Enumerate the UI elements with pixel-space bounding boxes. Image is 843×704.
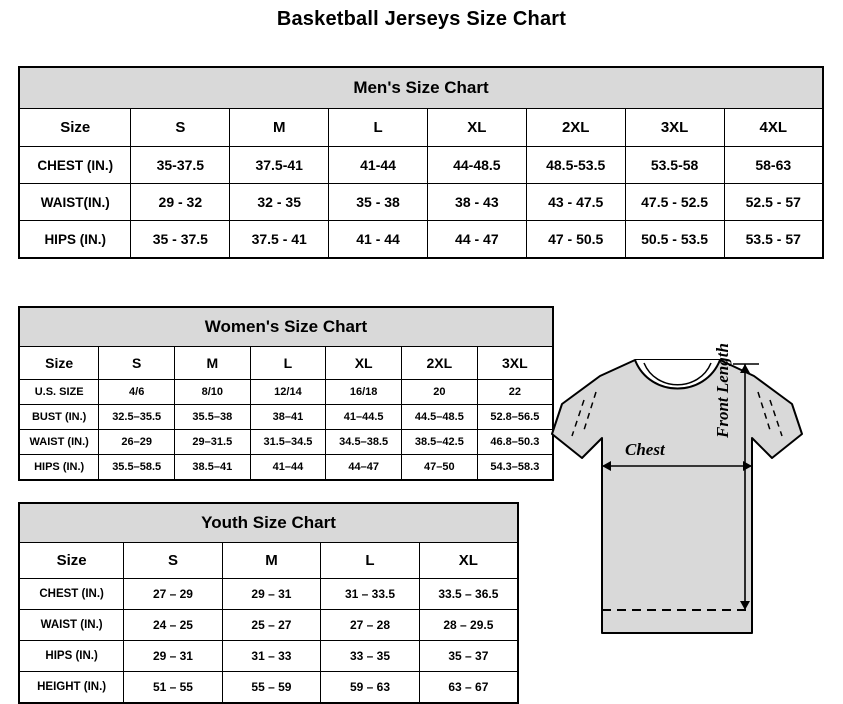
cell-hips-m: 37.5 - 41 bbox=[230, 221, 329, 259]
cell-us-size-3xl: 22 bbox=[477, 380, 553, 405]
cell-us-size-m: 8/10 bbox=[175, 380, 251, 405]
cell-hips-xl: 35 – 37 bbox=[419, 641, 518, 672]
cell-waist-s: 26–29 bbox=[99, 430, 175, 455]
column-header-m: M bbox=[222, 543, 320, 579]
cell-waist-2xl: 43 - 47.5 bbox=[526, 184, 625, 221]
table-row bbox=[19, 184, 823, 221]
cell-chest-m: 29 – 31 bbox=[222, 579, 320, 610]
cell-hips-4xl: 53.5 - 57 bbox=[724, 221, 823, 259]
cell-chest-l: 41-44 bbox=[329, 147, 428, 184]
table-row bbox=[19, 672, 518, 704]
cell-chest-s: 27 – 29 bbox=[124, 579, 222, 610]
womens-chart-caption: Women's Size Chart bbox=[19, 307, 553, 347]
cell-height-xl: 63 – 67 bbox=[419, 672, 518, 704]
table-caption-row bbox=[19, 67, 823, 109]
column-header-s: S bbox=[99, 347, 175, 380]
column-header-size: Size bbox=[19, 109, 131, 147]
table-row bbox=[19, 147, 823, 184]
cell-bust-s: 32.5–35.5 bbox=[99, 405, 175, 430]
cell-chest-3xl: 53.5-58 bbox=[625, 147, 724, 184]
page-title: Basketball Jerseys Size Chart bbox=[276, 8, 567, 30]
column-header-2xl: 2XL bbox=[402, 347, 478, 380]
mens-size-chart-table bbox=[18, 66, 824, 259]
cell-chest-s: 35-37.5 bbox=[131, 147, 230, 184]
table-row bbox=[19, 610, 518, 641]
jersey-diagram bbox=[540, 338, 840, 683]
cell-hips-2xl: 47 - 50.5 bbox=[526, 221, 625, 259]
column-header-size: Size bbox=[19, 347, 99, 380]
row-label-hips: HIPS (IN.) bbox=[19, 221, 131, 259]
column-header-s: S bbox=[124, 543, 222, 579]
front-length-measurement-label: Front Length bbox=[713, 343, 732, 438]
table-row bbox=[19, 455, 553, 481]
column-header-3xl: 3XL bbox=[477, 347, 553, 380]
cell-waist-l: 35 - 38 bbox=[329, 184, 428, 221]
column-header-l: L bbox=[329, 109, 428, 147]
cell-hips-s: 35.5–58.5 bbox=[99, 455, 175, 481]
cell-waist-xl: 28 – 29.5 bbox=[419, 610, 518, 641]
table-caption-row bbox=[19, 307, 553, 347]
cell-bust-3xl: 52.8–56.5 bbox=[477, 405, 553, 430]
cell-hips-m: 38.5–41 bbox=[175, 455, 251, 481]
cell-waist-l: 27 – 28 bbox=[321, 610, 420, 641]
cell-hips-s: 29 – 31 bbox=[124, 641, 222, 672]
cell-waist-xl: 34.5–38.5 bbox=[326, 430, 402, 455]
cell-bust-l: 38–41 bbox=[250, 405, 326, 430]
column-header-m: M bbox=[230, 109, 329, 147]
cell-bust-xl: 41–44.5 bbox=[326, 405, 402, 430]
column-header-4xl: 4XL bbox=[724, 109, 823, 147]
cell-waist-4xl: 52.5 - 57 bbox=[724, 184, 823, 221]
cell-waist-m: 25 – 27 bbox=[222, 610, 320, 641]
cell-hips-l: 33 – 35 bbox=[321, 641, 420, 672]
cell-waist-3xl: 46.8–50.3 bbox=[477, 430, 553, 455]
column-header-xl: XL bbox=[326, 347, 402, 380]
cell-waist-2xl: 38.5–42.5 bbox=[402, 430, 478, 455]
cell-waist-s: 29 - 32 bbox=[131, 184, 230, 221]
cell-us-size-l: 12/14 bbox=[250, 380, 326, 405]
cell-waist-xl: 38 - 43 bbox=[427, 184, 526, 221]
column-header-s: S bbox=[131, 109, 230, 147]
row-label-hips: HIPS (IN.) bbox=[19, 455, 99, 481]
table-caption-row bbox=[19, 503, 518, 543]
row-label-us-size: U.S. SIZE bbox=[19, 380, 99, 405]
cell-waist-3xl: 47.5 - 52.5 bbox=[625, 184, 724, 221]
row-label-waist: WAIST (IN.) bbox=[19, 610, 124, 641]
column-header-xl: XL bbox=[427, 109, 526, 147]
cell-height-m: 55 – 59 bbox=[222, 672, 320, 704]
cell-waist-l: 31.5–34.5 bbox=[250, 430, 326, 455]
column-header-m: M bbox=[175, 347, 251, 380]
cell-us-size-s: 4/6 bbox=[99, 380, 175, 405]
column-header-l: L bbox=[250, 347, 326, 380]
table-row bbox=[19, 380, 553, 405]
table-row bbox=[19, 221, 823, 259]
cell-chest-xl: 33.5 – 36.5 bbox=[419, 579, 518, 610]
table-row bbox=[19, 430, 553, 455]
cell-height-l: 59 – 63 bbox=[321, 672, 420, 704]
womens-size-chart-table bbox=[18, 306, 554, 481]
table-row bbox=[19, 641, 518, 672]
row-label-hips: HIPS (IN.) bbox=[19, 641, 124, 672]
cell-us-size-xl: 16/18 bbox=[326, 380, 402, 405]
cell-height-s: 51 – 55 bbox=[124, 672, 222, 704]
mens-chart-caption: Men's Size Chart bbox=[19, 67, 823, 109]
cell-hips-2xl: 47–50 bbox=[402, 455, 478, 481]
row-label-bust: BUST (IN.) bbox=[19, 405, 99, 430]
table-row bbox=[19, 579, 518, 610]
cell-hips-s: 35 - 37.5 bbox=[131, 221, 230, 259]
cell-bust-m: 35.5–38 bbox=[175, 405, 251, 430]
column-header-xl: XL bbox=[419, 543, 518, 579]
row-label-waist: WAIST (IN.) bbox=[19, 430, 99, 455]
size-chart-page bbox=[0, 8, 843, 694]
cell-hips-l: 41–44 bbox=[250, 455, 326, 481]
column-header-3xl: 3XL bbox=[625, 109, 724, 147]
cell-waist-m: 32 - 35 bbox=[230, 184, 329, 221]
column-header-2xl: 2XL bbox=[526, 109, 625, 147]
chest-measurement-label: Chest bbox=[625, 440, 665, 459]
cell-hips-xl: 44 - 47 bbox=[427, 221, 526, 259]
table-row bbox=[19, 405, 553, 430]
row-label-height: HEIGHT (IN.) bbox=[19, 672, 124, 704]
table-header-row bbox=[19, 109, 823, 147]
youth-chart-caption: Youth Size Chart bbox=[19, 503, 518, 543]
row-label-waist: WAIST(IN.) bbox=[19, 184, 131, 221]
column-header-size: Size bbox=[19, 543, 124, 579]
column-header-l: L bbox=[321, 543, 420, 579]
cell-chest-l: 31 – 33.5 bbox=[321, 579, 420, 610]
cell-hips-m: 31 – 33 bbox=[222, 641, 320, 672]
youth-size-chart-table bbox=[18, 502, 519, 704]
cell-chest-2xl: 48.5-53.5 bbox=[526, 147, 625, 184]
cell-hips-3xl: 54.3–58.3 bbox=[477, 455, 553, 481]
table-header-row bbox=[19, 543, 518, 579]
table-header-row bbox=[19, 347, 553, 380]
cell-hips-xl: 44–47 bbox=[326, 455, 402, 481]
cell-waist-s: 24 – 25 bbox=[124, 610, 222, 641]
cell-chest-m: 37.5-41 bbox=[230, 147, 329, 184]
cell-waist-m: 29–31.5 bbox=[175, 430, 251, 455]
cell-chest-xl: 44-48.5 bbox=[427, 147, 526, 184]
cell-bust-2xl: 44.5–48.5 bbox=[402, 405, 478, 430]
row-label-chest: CHEST (IN.) bbox=[19, 579, 124, 610]
cell-us-size-2xl: 20 bbox=[402, 380, 478, 405]
cell-hips-3xl: 50.5 - 53.5 bbox=[625, 221, 724, 259]
row-label-chest: CHEST (IN.) bbox=[19, 147, 131, 184]
cell-chest-4xl: 58-63 bbox=[724, 147, 823, 184]
cell-hips-l: 41 - 44 bbox=[329, 221, 428, 259]
